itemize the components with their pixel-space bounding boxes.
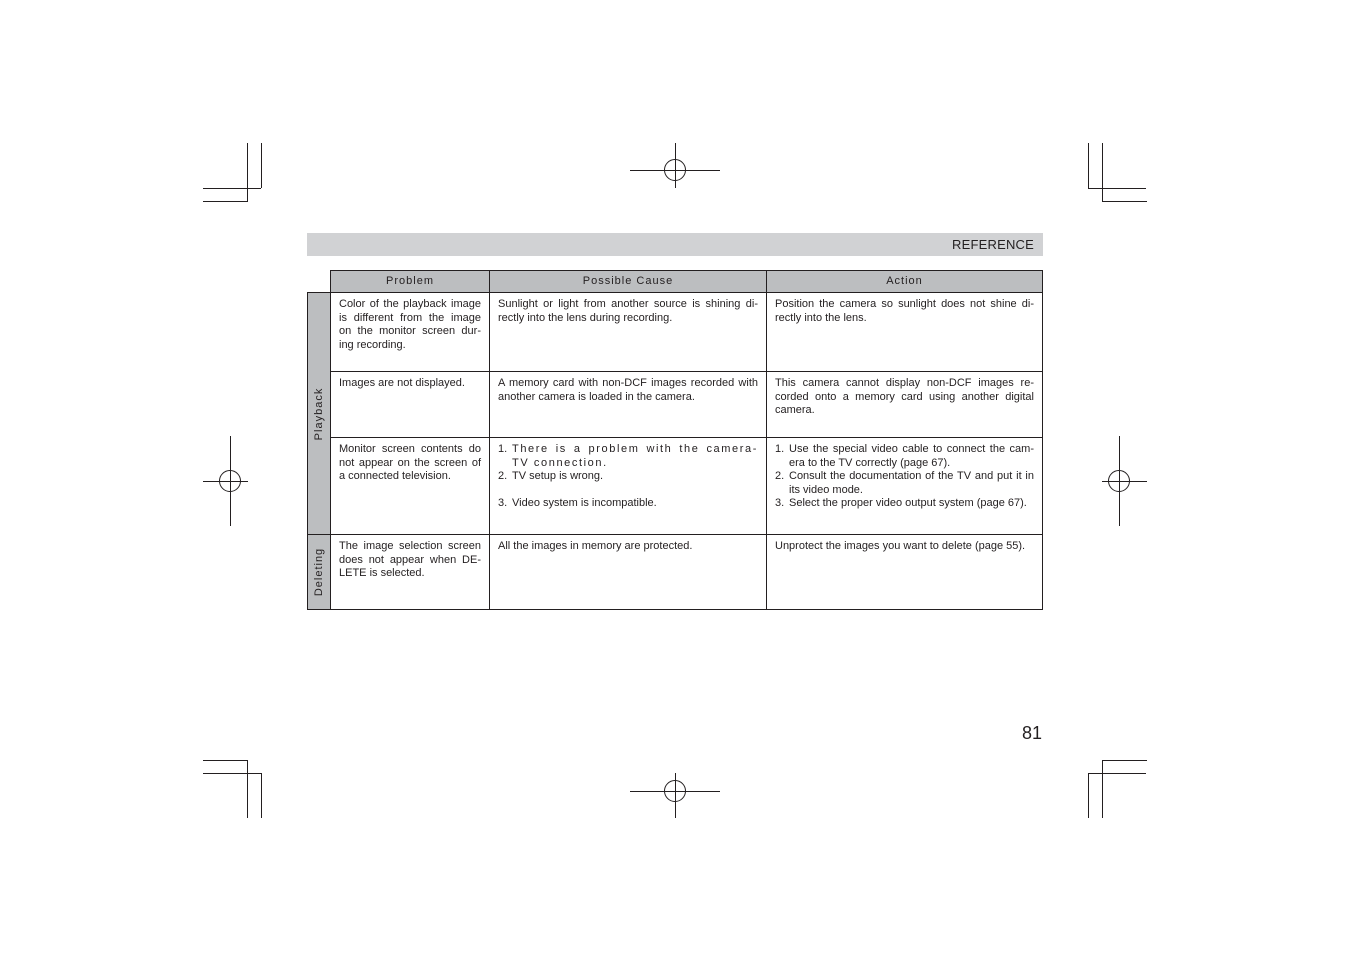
crop-mark [1088, 143, 1089, 188]
crop-mark [203, 760, 248, 761]
crop-mark [1088, 773, 1089, 818]
crop-mark [1088, 773, 1146, 774]
table-row-cause [489, 437, 767, 535]
spacer [498, 484, 758, 498]
list-item: 2. TV setup is wrong. [498, 470, 604, 482]
section-header-band [307, 233, 1043, 256]
crop-mark [1102, 760, 1103, 818]
list-item: 3. Select the proper video output system (page 67). [775, 497, 1027, 509]
crop-mark [261, 773, 262, 818]
section-title: REFERENCE [952, 237, 1034, 252]
table-row-action [766, 437, 1043, 535]
table-row-action: Unprotect the images you want to delete (page 55). [766, 534, 1043, 610]
table-row-action: Position the camera so sunlight does not shine di-rectly into the lens. [766, 292, 1043, 372]
table-row-cause: Sunlight or light from another source is shining di-rectly into the lens during recording. [489, 292, 767, 372]
column-header-action: Action [766, 270, 1043, 293]
list-item: 1. There is a problem with the camera-TV connection. [498, 443, 758, 469]
troubleshooting-table [307, 270, 1043, 610]
crop-mark [203, 773, 261, 774]
table-row-cause: A memory card with non-DCF images recorded with another camera is loaded in the camera. [489, 371, 767, 438]
crop-mark [203, 201, 248, 202]
crop-mark [247, 143, 248, 201]
table-row-action: This camera cannot display non-DCF images re-corded onto a memory card using another digital camera. [766, 371, 1043, 438]
crop-mark [261, 143, 262, 188]
table-row-cause: All the images in memory are protected. [489, 534, 767, 610]
crop-mark [1102, 143, 1103, 201]
registration-circle [664, 159, 686, 181]
group-label-deleting: Deleting [307, 534, 331, 610]
group-label-playback: Playback [307, 292, 331, 535]
table-row-problem: Color of the playback image is different from the image on the monitor screen dur-ing recording. [330, 292, 490, 372]
page-number: 81 [1022, 723, 1043, 743]
table-row-problem: The image selection screen does not appear when DE-LETE is selected. [330, 534, 490, 610]
crop-mark [247, 760, 248, 818]
crop-mark [1102, 760, 1147, 761]
crop-mark [203, 188, 261, 189]
list-item: 2. Consult the documentation of the TV and put it in its video mode. [775, 470, 1034, 496]
list-item: 1. Use the special video cable to connect the cam-era to the TV correctly (page 67). [775, 443, 1034, 469]
list-item: 3. Video system is incompatible. [498, 497, 657, 509]
registration-circle [219, 470, 241, 492]
registration-circle [1108, 470, 1130, 492]
column-header-cause: Possible Cause [489, 270, 767, 293]
crop-mark [1088, 188, 1146, 189]
column-header-problem: Problem [330, 270, 490, 293]
crop-mark [1102, 201, 1147, 202]
table-row-problem: Images are not displayed. [330, 371, 490, 438]
registration-circle [664, 780, 686, 802]
table-row-problem: Monitor screen contents do not appear on the screen of a connected television. [330, 437, 490, 535]
